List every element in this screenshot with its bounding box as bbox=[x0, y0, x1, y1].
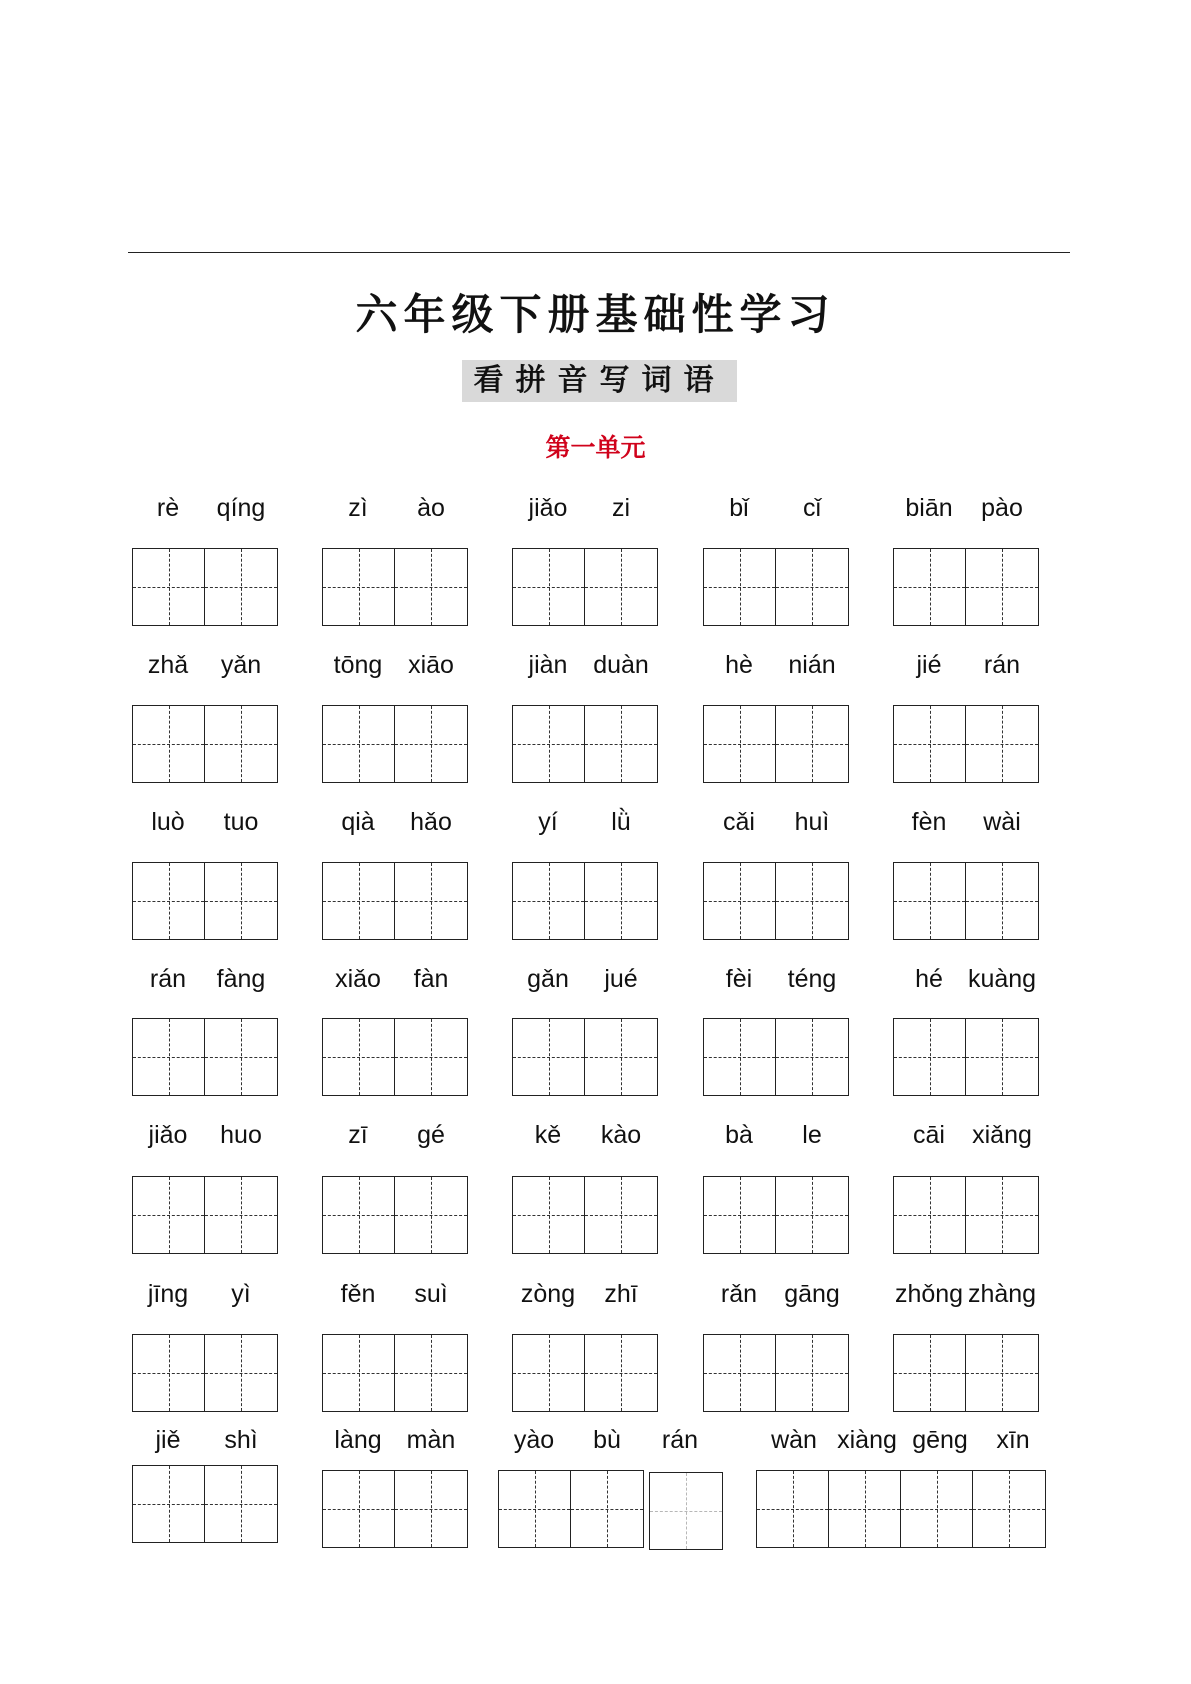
pinyin-syllable: hè bbox=[725, 651, 753, 679]
pinyin-syllable: gāng bbox=[784, 1280, 840, 1308]
pinyin-syllable: gēng bbox=[912, 1426, 968, 1454]
pinyin-syllable: jiǎo bbox=[528, 494, 568, 522]
pinyin-syllable: fèi bbox=[725, 965, 753, 993]
pinyin-syllable: fàn bbox=[413, 965, 449, 993]
tianzige-cell[interactable] bbox=[205, 1019, 277, 1095]
tianzige-cell[interactable] bbox=[901, 1471, 973, 1547]
pinyin-syllable: màn bbox=[406, 1426, 456, 1454]
pinyin-syllable: xiàng bbox=[837, 1426, 897, 1454]
tianzige-cell[interactable] bbox=[323, 1471, 395, 1547]
tianzige-cell[interactable] bbox=[513, 1019, 585, 1095]
pinyin-syllable: fàng bbox=[216, 965, 266, 993]
tianzige-cell[interactable] bbox=[205, 1466, 277, 1542]
pinyin-syllable: suì bbox=[414, 1280, 448, 1308]
pinyin-syllable: duàn bbox=[593, 651, 649, 679]
pinyin-syllable: jiàn bbox=[528, 651, 568, 679]
writing-boxes[interactable] bbox=[322, 1018, 468, 1096]
tianzige-cell[interactable] bbox=[513, 1177, 585, 1253]
pinyin-syllable: zhī bbox=[604, 1280, 638, 1308]
tianzige-cell[interactable] bbox=[499, 1471, 571, 1547]
pinyin-syllable: hǎo bbox=[410, 808, 452, 836]
writing-boxes[interactable] bbox=[893, 1176, 1039, 1254]
writing-boxes[interactable] bbox=[322, 705, 468, 783]
writing-boxes[interactable] bbox=[703, 1018, 849, 1096]
tianzige-cell[interactable] bbox=[966, 863, 1038, 939]
writing-boxes[interactable] bbox=[649, 1472, 723, 1550]
pinyin-syllable: rè bbox=[156, 494, 180, 522]
tianzige-cell[interactable] bbox=[323, 863, 395, 939]
writing-boxes[interactable] bbox=[703, 1176, 849, 1254]
pinyin-syllable: tuo bbox=[223, 808, 259, 836]
tianzige-cell[interactable] bbox=[205, 706, 277, 782]
writing-boxes[interactable] bbox=[703, 862, 849, 940]
pinyin-syllable: jié bbox=[916, 651, 942, 679]
pinyin-syllable: shì bbox=[224, 1426, 258, 1454]
top-divider bbox=[128, 252, 1070, 253]
pinyin-syllable: jué bbox=[604, 965, 638, 993]
pinyin-syllable: zhǎ bbox=[147, 651, 189, 679]
pinyin-syllable: nián bbox=[788, 651, 836, 679]
writing-boxes[interactable] bbox=[322, 1176, 468, 1254]
pinyin-syllable: huì bbox=[794, 808, 830, 836]
tianzige-cell[interactable] bbox=[776, 706, 848, 782]
pinyin-syllable: jiě bbox=[155, 1426, 181, 1454]
tianzige-cell[interactable] bbox=[776, 549, 848, 625]
tianzige-cell[interactable] bbox=[776, 1335, 848, 1411]
pinyin-syllable: cāi bbox=[913, 1121, 945, 1149]
pinyin-syllable: biān bbox=[905, 494, 953, 522]
pinyin-syllable: fèn bbox=[911, 808, 947, 836]
pinyin-syllable: rán bbox=[149, 965, 187, 993]
writing-boxes[interactable] bbox=[703, 1334, 849, 1412]
writing-boxes[interactable] bbox=[132, 1465, 278, 1543]
tianzige-cell[interactable] bbox=[323, 1335, 395, 1411]
tianzige-cell[interactable] bbox=[650, 1473, 722, 1549]
tianzige-cell[interactable] bbox=[966, 1177, 1038, 1253]
pinyin-syllable: cǐ bbox=[802, 494, 822, 522]
tianzige-cell[interactable] bbox=[513, 549, 585, 625]
pinyin-syllable: luò bbox=[151, 808, 185, 836]
pinyin-syllable: bù bbox=[593, 1426, 621, 1454]
tianzige-cell[interactable] bbox=[133, 549, 205, 625]
pinyin-syllable: zī bbox=[348, 1121, 368, 1149]
pinyin-syllable: jiǎo bbox=[148, 1121, 188, 1149]
writing-boxes[interactable] bbox=[132, 548, 278, 626]
pinyin-syllable: qià bbox=[341, 808, 375, 836]
pinyin-syllable: zi bbox=[611, 494, 631, 522]
writing-boxes[interactable] bbox=[703, 548, 849, 626]
pinyin-syllable: zì bbox=[348, 494, 368, 522]
writing-boxes[interactable] bbox=[703, 705, 849, 783]
pinyin-syllable: rán bbox=[661, 1426, 699, 1454]
pinyin-syllable: zhǒng bbox=[894, 1280, 964, 1308]
tianzige-cell[interactable] bbox=[757, 1471, 829, 1547]
pinyin-syllable: qíng bbox=[216, 494, 266, 522]
tianzige-cell[interactable] bbox=[133, 863, 205, 939]
writing-boxes[interactable] bbox=[893, 1334, 1039, 1412]
tianzige-cell[interactable] bbox=[585, 706, 657, 782]
pinyin-syllable: kuàng bbox=[967, 965, 1037, 993]
tianzige-cell[interactable] bbox=[395, 1335, 467, 1411]
pinyin-syllable: bǐ bbox=[729, 494, 749, 522]
tianzige-cell[interactable] bbox=[776, 863, 848, 939]
pinyin-syllable: xiāo bbox=[408, 651, 454, 679]
writing-boxes[interactable] bbox=[893, 862, 1039, 940]
tianzige-cell[interactable] bbox=[585, 1177, 657, 1253]
tianzige-cell[interactable] bbox=[585, 1335, 657, 1411]
pinyin-syllable: fěn bbox=[340, 1280, 376, 1308]
tianzige-cell[interactable] bbox=[966, 549, 1038, 625]
tianzige-cell[interactable] bbox=[395, 863, 467, 939]
tianzige-cell[interactable] bbox=[323, 549, 395, 625]
tianzige-cell[interactable] bbox=[894, 706, 966, 782]
pinyin-syllable: téng bbox=[787, 965, 837, 993]
tianzige-cell[interactable] bbox=[133, 1019, 205, 1095]
tianzige-cell[interactable] bbox=[704, 863, 776, 939]
pinyin-syllable: ào bbox=[417, 494, 445, 522]
pinyin-syllable: xiǎng bbox=[972, 1121, 1032, 1149]
tianzige-cell[interactable] bbox=[513, 1335, 585, 1411]
pinyin-syllable: cǎi bbox=[723, 808, 755, 836]
tianzige-cell[interactable] bbox=[776, 1019, 848, 1095]
tianzige-cell[interactable] bbox=[966, 706, 1038, 782]
writing-boxes[interactable] bbox=[512, 1018, 658, 1096]
writing-boxes[interactable] bbox=[893, 705, 1039, 783]
writing-boxes[interactable] bbox=[756, 1470, 1046, 1548]
unit-heading: 第一单元 bbox=[545, 433, 646, 462]
tianzige-cell[interactable] bbox=[133, 1335, 205, 1411]
tianzige-cell[interactable] bbox=[323, 1177, 395, 1253]
writing-boxes[interactable] bbox=[512, 862, 658, 940]
tianzige-cell[interactable] bbox=[513, 706, 585, 782]
tianzige-cell[interactable] bbox=[205, 863, 277, 939]
pinyin-syllable: yì bbox=[231, 1280, 251, 1308]
tianzige-cell[interactable] bbox=[894, 549, 966, 625]
tianzige-cell[interactable] bbox=[205, 1177, 277, 1253]
tianzige-cell[interactable] bbox=[395, 1471, 467, 1547]
tianzige-cell[interactable] bbox=[704, 549, 776, 625]
tianzige-cell[interactable] bbox=[395, 1177, 467, 1253]
pinyin-syllable: wài bbox=[983, 808, 1021, 836]
tianzige-cell[interactable] bbox=[704, 706, 776, 782]
pinyin-syllable: rán bbox=[983, 651, 1021, 679]
writing-boxes[interactable] bbox=[512, 705, 658, 783]
tianzige-cell[interactable] bbox=[571, 1471, 643, 1547]
tianzige-cell[interactable] bbox=[395, 1019, 467, 1095]
tianzige-cell[interactable] bbox=[323, 1019, 395, 1095]
tianzige-cell[interactable] bbox=[585, 549, 657, 625]
pinyin-syllable: yào bbox=[513, 1426, 555, 1454]
tianzige-cell[interactable] bbox=[704, 1177, 776, 1253]
tianzige-cell[interactable] bbox=[395, 706, 467, 782]
tianzige-cell[interactable] bbox=[704, 1335, 776, 1411]
writing-boxes[interactable] bbox=[512, 548, 658, 626]
writing-boxes[interactable] bbox=[893, 548, 1039, 626]
writing-boxes[interactable] bbox=[512, 1334, 658, 1412]
tianzige-cell[interactable] bbox=[894, 1019, 966, 1095]
pinyin-syllable: bà bbox=[725, 1121, 753, 1149]
writing-boxes[interactable] bbox=[512, 1176, 658, 1254]
pinyin-syllable: zhàng bbox=[967, 1280, 1037, 1308]
tianzige-cell[interactable] bbox=[323, 706, 395, 782]
tianzige-cell[interactable] bbox=[894, 1177, 966, 1253]
writing-boxes[interactable] bbox=[322, 548, 468, 626]
tianzige-cell[interactable] bbox=[585, 863, 657, 939]
tianzige-cell[interactable] bbox=[829, 1471, 901, 1547]
pinyin-syllable: tōng bbox=[333, 651, 383, 679]
tianzige-cell[interactable] bbox=[776, 1177, 848, 1253]
writing-boxes[interactable] bbox=[132, 1176, 278, 1254]
tianzige-cell[interactable] bbox=[973, 1471, 1045, 1547]
tianzige-cell[interactable] bbox=[205, 1335, 277, 1411]
pinyin-syllable: yí bbox=[538, 808, 558, 836]
pinyin-syllable: kào bbox=[600, 1121, 642, 1149]
pinyin-syllable: xīn bbox=[996, 1426, 1030, 1454]
writing-boxes[interactable] bbox=[132, 705, 278, 783]
pinyin-syllable: gé bbox=[417, 1121, 445, 1149]
tianzige-cell[interactable] bbox=[966, 1019, 1038, 1095]
tianzige-cell[interactable] bbox=[205, 549, 277, 625]
tianzige-cell[interactable] bbox=[513, 863, 585, 939]
tianzige-cell[interactable] bbox=[133, 1466, 205, 1542]
tianzige-cell[interactable] bbox=[133, 706, 205, 782]
pinyin-syllable: xiǎo bbox=[335, 965, 381, 993]
pinyin-syllable: pào bbox=[981, 494, 1023, 522]
pinyin-syllable: wàn bbox=[771, 1426, 817, 1454]
page-title: 六年级下册基础性学习 bbox=[355, 290, 836, 339]
pinyin-syllable: huo bbox=[220, 1121, 262, 1149]
tianzige-cell[interactable] bbox=[395, 549, 467, 625]
tianzige-cell[interactable] bbox=[966, 1335, 1038, 1411]
pinyin-syllable: rǎn bbox=[720, 1280, 758, 1308]
pinyin-syllable: le bbox=[802, 1121, 822, 1149]
writing-boxes[interactable] bbox=[893, 1018, 1039, 1096]
writing-boxes[interactable] bbox=[322, 862, 468, 940]
writing-boxes[interactable] bbox=[132, 1334, 278, 1412]
pinyin-syllable: hé bbox=[915, 965, 943, 993]
tianzige-cell[interactable] bbox=[894, 1335, 966, 1411]
writing-boxes[interactable] bbox=[132, 1018, 278, 1096]
writing-boxes[interactable] bbox=[498, 1470, 644, 1548]
tianzige-cell[interactable] bbox=[894, 863, 966, 939]
section-heading: 看拼音写词语 bbox=[462, 360, 737, 402]
writing-boxes[interactable] bbox=[322, 1334, 468, 1412]
tianzige-cell[interactable] bbox=[585, 1019, 657, 1095]
pinyin-syllable: jīng bbox=[147, 1280, 189, 1308]
writing-boxes[interactable] bbox=[132, 862, 278, 940]
pinyin-syllable: lǜ bbox=[611, 808, 631, 836]
pinyin-syllable: zòng bbox=[520, 1280, 576, 1308]
pinyin-syllable: làng bbox=[334, 1426, 382, 1454]
writing-boxes[interactable] bbox=[322, 1470, 468, 1548]
tianzige-cell[interactable] bbox=[133, 1177, 205, 1253]
pinyin-syllable: yǎn bbox=[220, 651, 262, 679]
pinyin-syllable: gǎn bbox=[527, 965, 569, 993]
tianzige-cell[interactable] bbox=[704, 1019, 776, 1095]
pinyin-syllable: kě bbox=[534, 1121, 562, 1149]
